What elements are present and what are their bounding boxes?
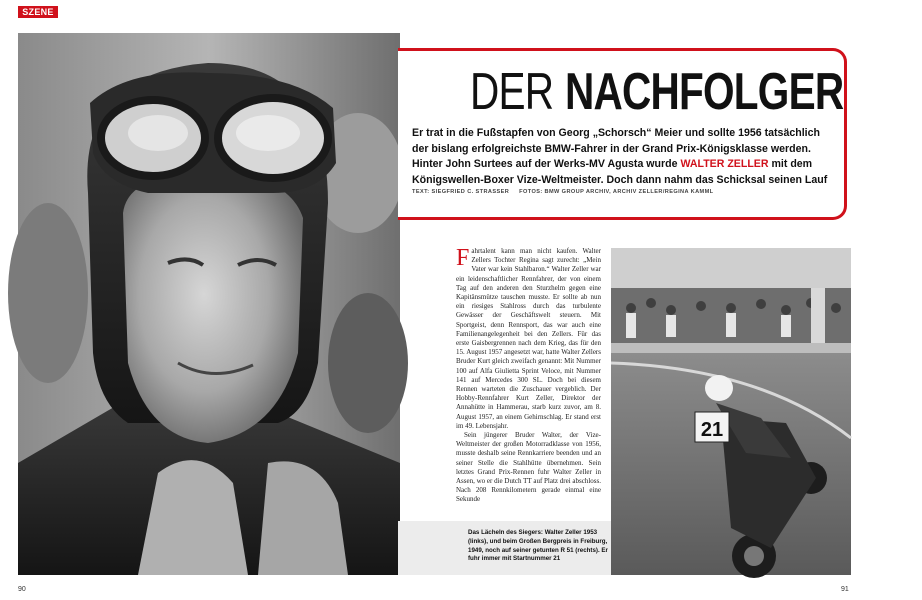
body-paragraph-2: Sein jüngerer Bruder Walter, der Vize-Weltmeister der großen Motorradklasse von 1956, musste deshalb seine Rennkarriere beenden und an seiner Stelle die Stahlhütte übernehmen. Sein letztes Grand Prix-Rennen fuhr Walter Zeller in Assen, wo er die Dutch TT auf Platz drei abschloss. Nach 208 Rennkilometern gerade einmal eine Sekunde [456,431,601,504]
section-tag: SZENE [18,6,58,18]
page-number-right: 91 [841,586,849,593]
lead-paragraph [412,126,832,188]
drop-cap: F [456,245,470,271]
headline-bold: NACHFOLGER [564,63,844,121]
photo-caption: Das Lächeln des Siegers: Walter Zeller 1953 (links), und beim Großen Bergpreis in Freiburg, 1949, noch auf seiner getunten R 51 (rechts). Er fuhr immer mit Startnummer 21 [468,529,608,563]
lead-before: Er trat in die Fußstapfen von Georg „Schorsch“ Meier und sollte 1956 tatsächlich der bislang erfolgreichste BMW-Fahrer in der Grand Prix-Königsklasse werden. Hinter John Surtees auf der Werks-MV Agusta wurde [412,127,820,170]
headline-thin: DER [470,63,554,121]
page-number-left: 90 [18,586,26,593]
credits [412,189,832,195]
portrait-photo [18,33,400,575]
race-photo [611,248,851,575]
photo-credit: FOTOS: BMW GROUP ARCHIV, ARCHIV ZELLER/REGINA KAMML [519,189,714,195]
body-paragraph-1 [456,247,601,431]
lead-highlight: WALTER ZELLER [680,158,769,170]
headline [470,63,844,121]
race-number: 21 [700,419,724,441]
body-paragraph-1-text: ahrtalent kann man nicht kaufen. Walter Zellers Tochter Regina sagt zurecht: „Mein Vater war kein Stahlbaron.“ Walter Zeller war ein leidenschaftlicher Rennfahrer, der von einem Tag auf den anderen den Sturzhelm gegen eine Kapitänsmütze tauschen musste. Er sollte ab nun ein riesiges Stahlross durch das turbulente Gewässer der Geschäftswelt steuern. Mit Sportgeist, denn Rennsport, das war auch eine Familienangelegenheit bei den Zellers. Für das erste Gaisbergrennen nach dem Krieg, das für den 15. August 1957 angesetzt war, hatte Walter Zellers Bruder Kurt gleich zweifach genannt: Mit Nummer 100 auf Alfa Giulietta Sprint Veloce, mit Nummer 141 auf Mercedes 300 SL. Doch bei diesem Rennen warteten die Zuschauer vergeblich. Der Hobby-Rennfahrer Kurt Zeller, Direktor der Annahütte in Hammerau, starb kurz zuvor, am 8. August 1957, an einem Gehirnschlag. Er stand erst im 49. Lebensjahr. [456,247,601,430]
body-text [456,245,601,504]
text-credit: TEXT: SIEGFRIED C. STRASSER [412,189,510,195]
lead-after: mit dem Königswellen-Boxer Vize-Weltmeister. Doch dann nahm das Schicksal seinen Lauf [412,158,828,186]
